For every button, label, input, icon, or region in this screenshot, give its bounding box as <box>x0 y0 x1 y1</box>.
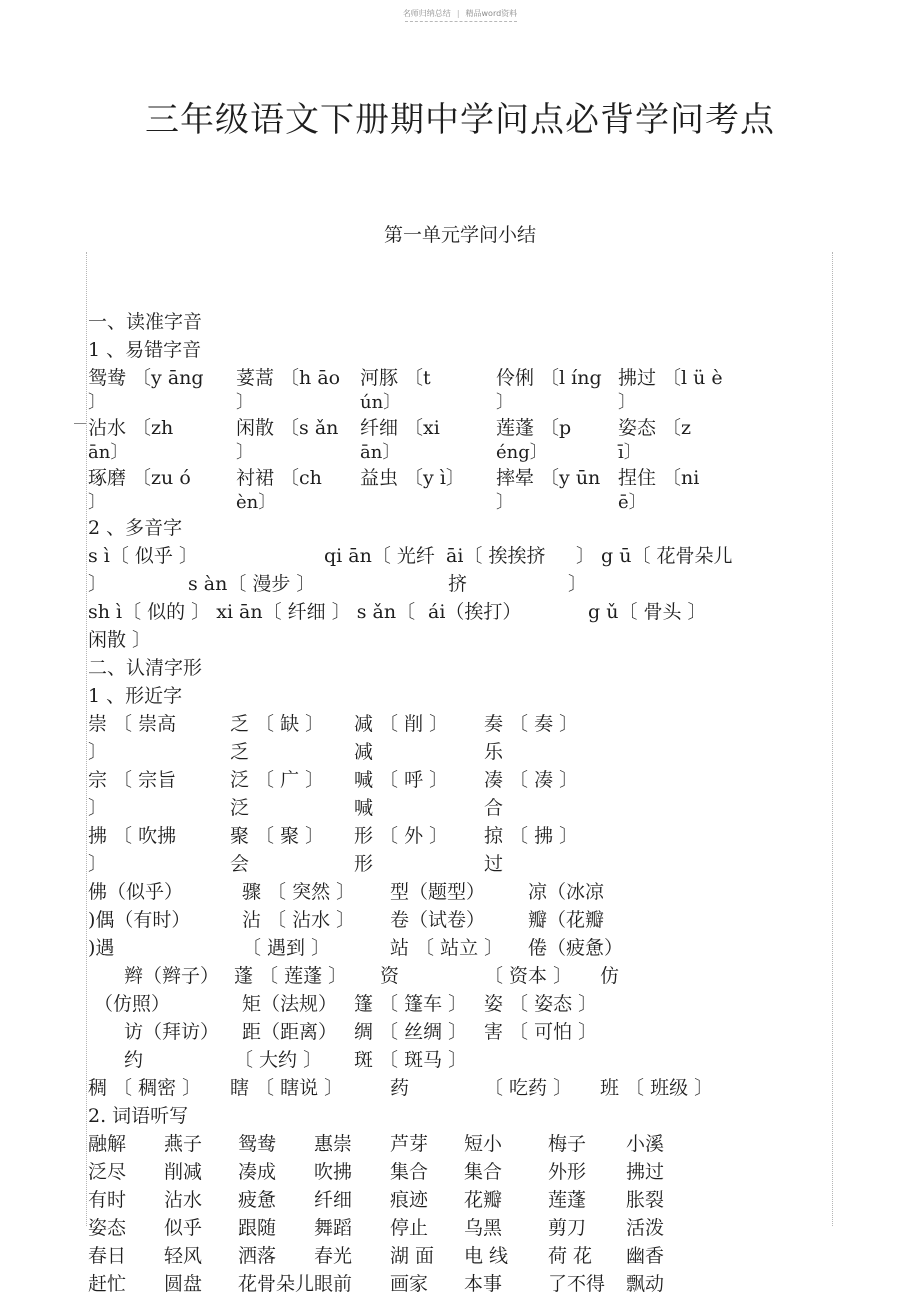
shape-entry: 矩（法规） <box>242 993 338 1015</box>
pinyin-row <box>88 414 828 442</box>
shape-entry: 斑 〔 斑马 〕 <box>354 1049 468 1071</box>
word-entry: 集合 <box>464 1161 503 1183</box>
shape-entry: 骤 〔 突然 〕 <box>242 881 356 903</box>
word-entry: 吹拂 <box>314 1161 353 1183</box>
shape-row <box>88 1046 828 1074</box>
shape-entry: （仿照） <box>94 993 171 1015</box>
word-entry: 花骨朵儿 <box>238 1273 315 1295</box>
word-entry: 了不得 <box>548 1273 606 1295</box>
pinyin-entry: 荽蒿 〔h āo <box>236 367 341 389</box>
pinyin-entry: 鸳鸯 〔y āng <box>88 367 204 389</box>
pinyin-entry: 〕 <box>618 392 636 413</box>
word-entry: 似乎 <box>164 1217 203 1239</box>
shape-row <box>88 1074 828 1102</box>
pinyin-entry: 〕 <box>236 442 254 463</box>
shape-entry: 宗 〔 宗旨 <box>88 769 177 791</box>
word-entry: 疲惫 <box>238 1189 277 1211</box>
shape-entry: 形 〔 外 〕 <box>354 825 449 847</box>
shape-entry: 喊 <box>354 797 374 819</box>
word-entry: 荷 花 <box>548 1245 593 1267</box>
word-entry: 圆盘 <box>164 1273 203 1295</box>
shape-row <box>88 850 828 878</box>
pinyin-row <box>88 442 828 464</box>
word-entry: 梅子 <box>548 1133 587 1155</box>
word-entry: 电 线 <box>464 1245 509 1267</box>
shape-entry: 聚 〔 聚 〕 <box>230 825 325 847</box>
word-entry: 本事 <box>464 1273 503 1295</box>
polyphone-entry: s ì〔 似乎 〕 <box>88 545 198 567</box>
word-entry: 短小 <box>464 1133 503 1155</box>
pinyin-entry: 〕 <box>88 492 106 513</box>
word-entry: 花瓣 <box>464 1189 503 1211</box>
word-row <box>88 1270 828 1298</box>
pinyin-entry: 琢磨 〔zu ó <box>88 467 191 489</box>
shape-entry: 掠 〔 拂 〕 <box>484 825 579 847</box>
pinyin-entry: 纤细 〔xi <box>360 417 440 439</box>
word-entry: 停止 <box>390 1217 429 1239</box>
shape-entry: 辫（辫子） <box>124 965 220 987</box>
word-entry: 画家 <box>390 1273 429 1295</box>
shape-entry: 奏 〔 奏 〕 <box>484 713 579 735</box>
shape-row <box>88 878 828 906</box>
subsection-heading: 2 、多音字 <box>88 517 183 539</box>
word-entry: 莲蓬 <box>548 1189 587 1211</box>
word-entry: 舞蹈 <box>314 1217 353 1239</box>
section-heading: 一、读准字音 <box>88 311 203 333</box>
shape-entry: 泛 <box>230 797 250 819</box>
shape-entry: 〔 大约 〕 <box>234 1049 323 1071</box>
word-entry: 凑成 <box>238 1161 277 1183</box>
shape-row <box>88 766 828 794</box>
polyphone-entry: 挤 <box>448 573 468 595</box>
word-entry: 眼前 <box>314 1273 353 1295</box>
pinyin-entry: 河豚 〔t <box>360 367 431 389</box>
header-left-text: 名师归纳总结 <box>402 9 451 18</box>
shape-entry: 篷 〔 篷车 〕 <box>354 993 468 1015</box>
pinyin-entry: ún〕 <box>360 392 402 413</box>
word-entry: 沾水 <box>164 1189 203 1211</box>
word-entry: 跟随 <box>238 1217 277 1239</box>
shape-entry: 访（拜访） <box>124 1021 220 1043</box>
shape-block <box>88 710 828 1102</box>
pinyin-entry: 伶俐 〔l íng <box>496 367 602 389</box>
word-entry: 幽香 <box>626 1245 665 1267</box>
pinyin-entry: 益虫 〔y ì〕 <box>360 467 465 489</box>
margin-tick <box>74 423 86 424</box>
word-entry: 纤细 <box>314 1189 353 1211</box>
word-entry: 洒落 <box>238 1245 277 1267</box>
shape-entry: 乐 <box>484 741 504 763</box>
word-entry: 削减 <box>164 1161 203 1183</box>
polyphone-entry: āi〔 挨挨挤 <box>446 545 546 567</box>
shape-entry: 泛 〔 广 〕 <box>230 769 325 791</box>
shape-entry: 瞎 〔 瞎说 〕 <box>230 1077 344 1099</box>
pinyin-entry: éng〕 <box>496 442 548 463</box>
pinyin-entry: 〕 <box>236 392 254 413</box>
pinyin-row <box>88 392 828 414</box>
shape-entry: 卷（试卷） <box>390 909 486 931</box>
word-entry: 泛尽 <box>88 1161 127 1183</box>
polyphone-tail: 闲散 〕 <box>88 629 152 651</box>
polyphone-row <box>88 542 828 570</box>
header-right-text: 精品word资料 <box>465 9 518 18</box>
shape-row <box>88 990 828 1018</box>
shape-entry: 佛（似乎） <box>88 881 184 903</box>
shape-entry: 形 <box>354 853 374 875</box>
polyphone-entry: s àn〔 漫步 〕 <box>188 573 316 595</box>
word-entry: 姿态 <box>88 1217 127 1239</box>
word-entry: 飘动 <box>626 1273 665 1295</box>
word-entry: 集合 <box>390 1161 429 1183</box>
polyphone-entry: qi ān〔 光纤 <box>324 545 435 567</box>
shape-entry: 〔 资本 〕 <box>484 965 573 987</box>
unit-subtitle: 第一单元学问小结 <box>383 224 536 246</box>
word-entry: 胀裂 <box>626 1189 665 1211</box>
pinyin-entry: ē〕 <box>618 492 647 513</box>
word-block <box>88 1130 828 1298</box>
word-entry: 芦芽 <box>390 1133 429 1155</box>
polyphone-row <box>88 570 828 598</box>
word-entry: 鸳鸯 <box>238 1133 277 1155</box>
shape-entry: 仿 <box>600 965 620 987</box>
pinyin-entry: 拂过 〔l ü è <box>618 367 723 389</box>
shape-entry: 害 〔 可怕 〕 <box>484 1021 598 1043</box>
pinyin-entry: 沾水 〔zh <box>88 417 174 439</box>
pinyin-entry: 〕 <box>496 492 514 513</box>
word-entry: 赶忙 <box>88 1273 127 1295</box>
subsection-heading: 1 、易错字音 <box>88 339 202 361</box>
shape-entry: 资 <box>380 965 400 987</box>
polyphone-row <box>88 598 828 626</box>
pinyin-entry: 姿态 〔z <box>618 417 692 439</box>
pinyin-entry: 捏住 〔ni <box>618 467 700 489</box>
shape-entry: 距（距离） <box>242 1021 338 1043</box>
word-entry: 活泼 <box>626 1217 665 1239</box>
pinyin-entry: èn〕 <box>236 492 277 513</box>
document-body <box>88 308 828 1298</box>
word-entry: 外形 <box>548 1161 587 1183</box>
pinyin-entry: 摔晕 〔y ūn <box>496 467 601 489</box>
shape-entry: 班 〔 班级 〕 <box>600 1077 714 1099</box>
page-title: 三年级语文下册期中学问点必背学问考点 <box>145 100 775 140</box>
word-entry: 剪刀 <box>548 1217 587 1239</box>
word-entry: 有时 <box>88 1189 127 1211</box>
shape-row <box>88 962 828 990</box>
shape-entry: 稠 〔 稠密 〕 <box>88 1077 202 1099</box>
header-divider <box>405 21 517 22</box>
word-entry: 乌黑 <box>464 1217 503 1239</box>
shape-entry: 〕 <box>88 797 108 819</box>
shape-entry: 凑 〔 凑 〕 <box>484 769 579 791</box>
pinyin-entry: ān〕 <box>88 442 129 463</box>
subsection-heading: 1 、形近字 <box>88 685 183 707</box>
pinyin-entry: 闲散 〔s ǎn <box>236 417 339 439</box>
shape-row <box>88 738 828 766</box>
shape-entry: 型（题型） <box>390 881 486 903</box>
shape-entry: 拂 〔 吹拂 <box>88 825 177 847</box>
shape-entry: 〔 吃药 〕 <box>484 1077 573 1099</box>
shape-entry: 沾 〔 沾水 〕 <box>242 909 356 931</box>
shape-entry: )遇 <box>88 937 115 959</box>
shape-entry: 过 <box>484 853 504 875</box>
polyphone-entry: g ǔ〔 骨头 〕 <box>588 601 707 623</box>
section-heading: 二、认清字形 <box>88 657 203 679</box>
shape-entry: 喊 〔 呼 〕 <box>354 769 449 791</box>
pinyin-entry: 衬裙 〔ch <box>236 467 322 489</box>
word-entry: 融解 <box>88 1133 127 1155</box>
word-entry: 轻风 <box>164 1245 203 1267</box>
pinyin-row <box>88 492 828 514</box>
word-row <box>88 1158 828 1186</box>
shape-entry: 减 〔 削 〕 <box>354 713 449 735</box>
shape-entry: 合 <box>484 797 504 819</box>
pinyin-block <box>88 364 828 514</box>
pinyin-entry: 莲蓬 〔p <box>496 417 572 439</box>
shape-row <box>88 1018 828 1046</box>
shape-entry: 药 <box>390 1077 410 1099</box>
shape-entry: 姿 〔 姿态 〕 <box>484 993 598 1015</box>
shape-row <box>88 934 828 962</box>
shape-row <box>88 794 828 822</box>
pinyin-entry: 〕 <box>88 392 106 413</box>
word-entry: 春光 <box>314 1245 353 1267</box>
polyphone-entry: 〕 <box>568 573 588 595</box>
shape-entry: 倦（疲惫） <box>528 937 624 959</box>
shape-entry: 乏 〔 缺 〕 <box>230 713 325 735</box>
shape-entry: 蓬 〔 莲蓬 〕 <box>234 965 348 987</box>
word-entry: 湖 面 <box>390 1245 435 1267</box>
right-margin-line <box>832 252 833 1226</box>
shape-entry: 会 <box>230 853 250 875</box>
shape-entry: 站 〔 站立 〕 <box>390 937 504 959</box>
pinyin-row <box>88 464 828 492</box>
pinyin-entry: ān〕 <box>360 442 401 463</box>
polyphone-entry: ái（挨打） <box>428 601 522 623</box>
shape-entry: 绸 〔 丝绸 〕 <box>354 1021 468 1043</box>
shape-entry: 〔 遇到 〕 <box>242 937 331 959</box>
polyphone-entry: sh ì〔 似的 〕 xi ān〔 纤细 〕 s ǎn〔 <box>88 601 416 623</box>
word-entry: 痕迹 <box>390 1189 429 1211</box>
page-header: 名师归纳总结 | 精品word资料 <box>402 9 518 18</box>
shape-row <box>88 710 828 738</box>
word-entry: 燕子 <box>164 1133 203 1155</box>
shape-entry: 瓣（花瓣 <box>528 909 605 931</box>
word-row <box>88 1214 828 1242</box>
word-row <box>88 1186 828 1214</box>
polyphone-block <box>88 542 828 626</box>
word-entry: 春日 <box>88 1245 127 1267</box>
pinyin-row <box>88 364 828 392</box>
word-entry: 小溪 <box>626 1133 665 1155</box>
shape-entry: 乏 <box>230 741 250 763</box>
shape-row <box>88 906 828 934</box>
shape-entry: 〕 <box>88 741 108 763</box>
shape-entry: 崇 〔 崇高 <box>88 713 177 735</box>
word-entry: 拂过 <box>626 1161 665 1183</box>
left-margin-line <box>86 252 87 1226</box>
polyphone-entry: 〕 g ū〔 花骨朵儿 <box>576 545 733 567</box>
word-entry: 惠崇 <box>314 1133 353 1155</box>
word-row <box>88 1130 828 1158</box>
shape-entry: )偶（有时） <box>88 909 191 931</box>
subsection-heading: 2. 词语听写 <box>88 1105 189 1127</box>
pinyin-entry: ī〕 <box>618 442 642 463</box>
word-row <box>88 1242 828 1270</box>
polyphone-entry: 〕 <box>88 573 108 595</box>
shape-entry: 〕 <box>88 853 108 875</box>
pinyin-entry: 〕 <box>496 392 514 413</box>
shape-entry: 减 <box>354 741 374 763</box>
shape-entry: 凉（冰凉 <box>528 881 605 903</box>
shape-entry: 约 <box>124 1049 144 1071</box>
shape-row <box>88 822 828 850</box>
